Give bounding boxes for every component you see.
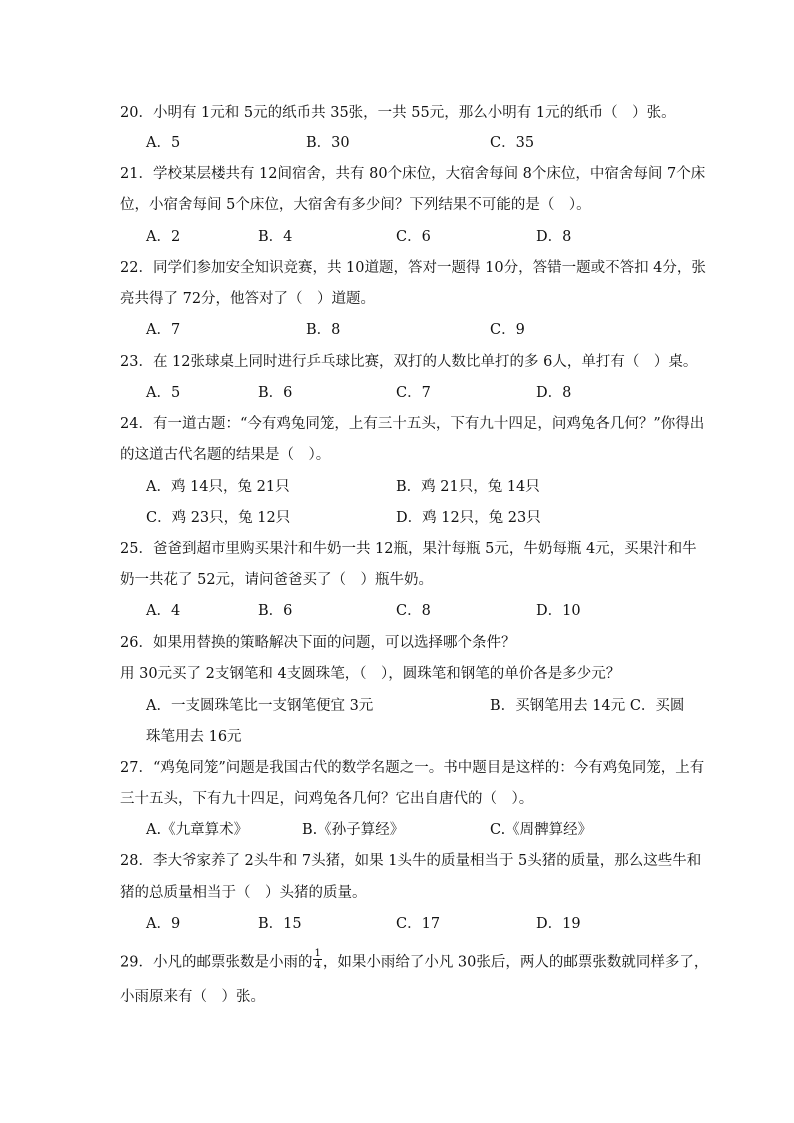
q29-stem-post: ，如果小雨给了小凡 30张后，两人的邮票张数就同样多了， [322, 954, 709, 971]
q29-fraction-numerator: 1 [314, 948, 321, 959]
q21-option-a[interactable]: A．2 [146, 229, 181, 245]
q26-option-b-c[interactable]: B．买钢笔用去 14元 C．买圆 [490, 698, 685, 714]
q22-option-a[interactable]: A．7 [146, 322, 181, 338]
q25-stem-line1: 25．爸爸到超市里购买果汁和牛奶一共 12瓶，果汁每瓶 5元，牛奶每瓶 4元，买果汁和牛 [120, 541, 697, 557]
q24-stem-line2: 的这道古代名题的结果是（ ）。 [120, 447, 331, 463]
q28-option-a[interactable]: A．9 [146, 916, 181, 932]
q21-stem-line2: 位，小宿舍每间 5个床位，大宿舍有多少间？下列结果不可能的是（ ）。 [120, 197, 591, 213]
q20-option-c[interactable]: C．35 [490, 135, 535, 151]
q23-stem: 23．在 12张球桌上同时进行乒乓球比赛，双打的人数比单打的多 6人，单打有（ ）桌。 [120, 354, 698, 370]
q26-stem-line2: 用 30元买了 2支钢笔和 4支圆珠笔，（ ），圆珠笔和钢笔的单价各是多少元？ [120, 666, 621, 682]
q23-option-b[interactable]: B．6 [258, 385, 293, 401]
q27-option-c[interactable]: C.《周髀算经》 [490, 822, 593, 838]
q23-option-d[interactable]: D．8 [536, 385, 572, 401]
q22-option-b[interactable]: B．8 [306, 322, 341, 338]
q21-option-d[interactable]: D．8 [536, 229, 572, 245]
q25-option-d[interactable]: D．10 [536, 603, 581, 619]
q25-option-b[interactable]: B．6 [258, 603, 293, 619]
q29-fraction [313, 948, 321, 971]
q24-stem-line1: 24．有一道古题：“今有鸡兔同笼，上有三十五头，下有九十四足，问鸡兔各几何？”你得出 [120, 416, 705, 432]
q25-option-c[interactable]: C．8 [396, 603, 431, 619]
q29-stem-line2: 小雨原来有（ ）张。 [120, 989, 265, 1005]
q27-stem-line1: 27．“鸡兔同笼”问题是我国古代的数学名题之一。书中题目是这样的：今有鸡兔同笼，上有 [120, 760, 705, 776]
q29-stem-pre: 29．小凡的邮票张数是小雨的 [120, 954, 313, 971]
q28-option-d[interactable]: D．19 [536, 916, 581, 932]
q27-stem-line2: 三十五头，下有九十四足，问鸡兔各几何？它出自唐代的（ ）。 [120, 791, 534, 807]
q24-option-d[interactable]: D．鸡 12只，兔 23只 [396, 510, 541, 526]
q21-stem-line1: 21．学校某层楼共有 12间宿舍，共有 80个床位，大宿舍每间 8个床位，中宿舍每间 7个床 [120, 166, 706, 182]
q22-stem-line1: 22．同学们参加安全知识竞赛，共 10道题，答对一题得 10分，答错一题或不答扣 4分，张 [120, 260, 706, 276]
q24-option-c[interactable]: C．鸡 23只，兔 12只 [146, 510, 291, 526]
q23-option-a[interactable]: A．5 [146, 385, 181, 401]
q27-option-a[interactable]: A.《九章算术》 [146, 822, 249, 838]
q26-stem-line1: 26．如果用替换的策略解决下面的问题，可以选择哪个条件？ [120, 635, 516, 651]
q28-option-c[interactable]: C．17 [396, 916, 441, 932]
q25-option-a[interactable]: A．4 [146, 603, 181, 619]
q23-option-c[interactable]: C．7 [396, 385, 431, 401]
q20-option-b[interactable]: B．30 [306, 135, 350, 151]
q21-option-c[interactable]: C．6 [396, 229, 431, 245]
q28-stem-line1: 28．李大爷家养了 2头牛和 7头猪，如果 1头牛的质量相当于 5头猪的质量，那么这些牛和 [120, 853, 702, 869]
q22-stem-line2: 亮共得了 72分，他答对了（ ）道题。 [120, 291, 376, 307]
q29-fraction-denominator: 4 [314, 960, 321, 971]
q24-option-b[interactable]: B．鸡 21只，兔 14只 [396, 479, 540, 495]
q24-option-a[interactable]: A．鸡 14只，兔 21只 [146, 479, 290, 495]
q20-stem: 20．小明有 1元和 5元的纸币共 35张，一共 55元，那么小明有 1元的纸币（ ）张。 [120, 105, 676, 121]
q29-stem-line1 [120, 948, 709, 974]
q28-stem-line2: 猪的总质量相当于（ ）头猪的质量。 [120, 885, 367, 901]
q26-option-a[interactable]: A．一支圆珠笔比一支钢笔便宜 3元 [146, 698, 374, 714]
q25-stem-line2: 奶一共花了 52元，请问爸爸买了（ ）瓶牛奶。 [120, 572, 434, 588]
q26-option-c-continued[interactable]: 珠笔用去 16元 [146, 729, 242, 745]
q20-option-a[interactable]: A．5 [146, 135, 181, 151]
q22-option-c[interactable]: C．9 [490, 322, 525, 338]
q28-option-b[interactable]: B．15 [258, 916, 302, 932]
q21-option-b[interactable]: B．4 [258, 229, 293, 245]
q27-option-b[interactable]: B.《孙子算经》 [302, 822, 405, 838]
